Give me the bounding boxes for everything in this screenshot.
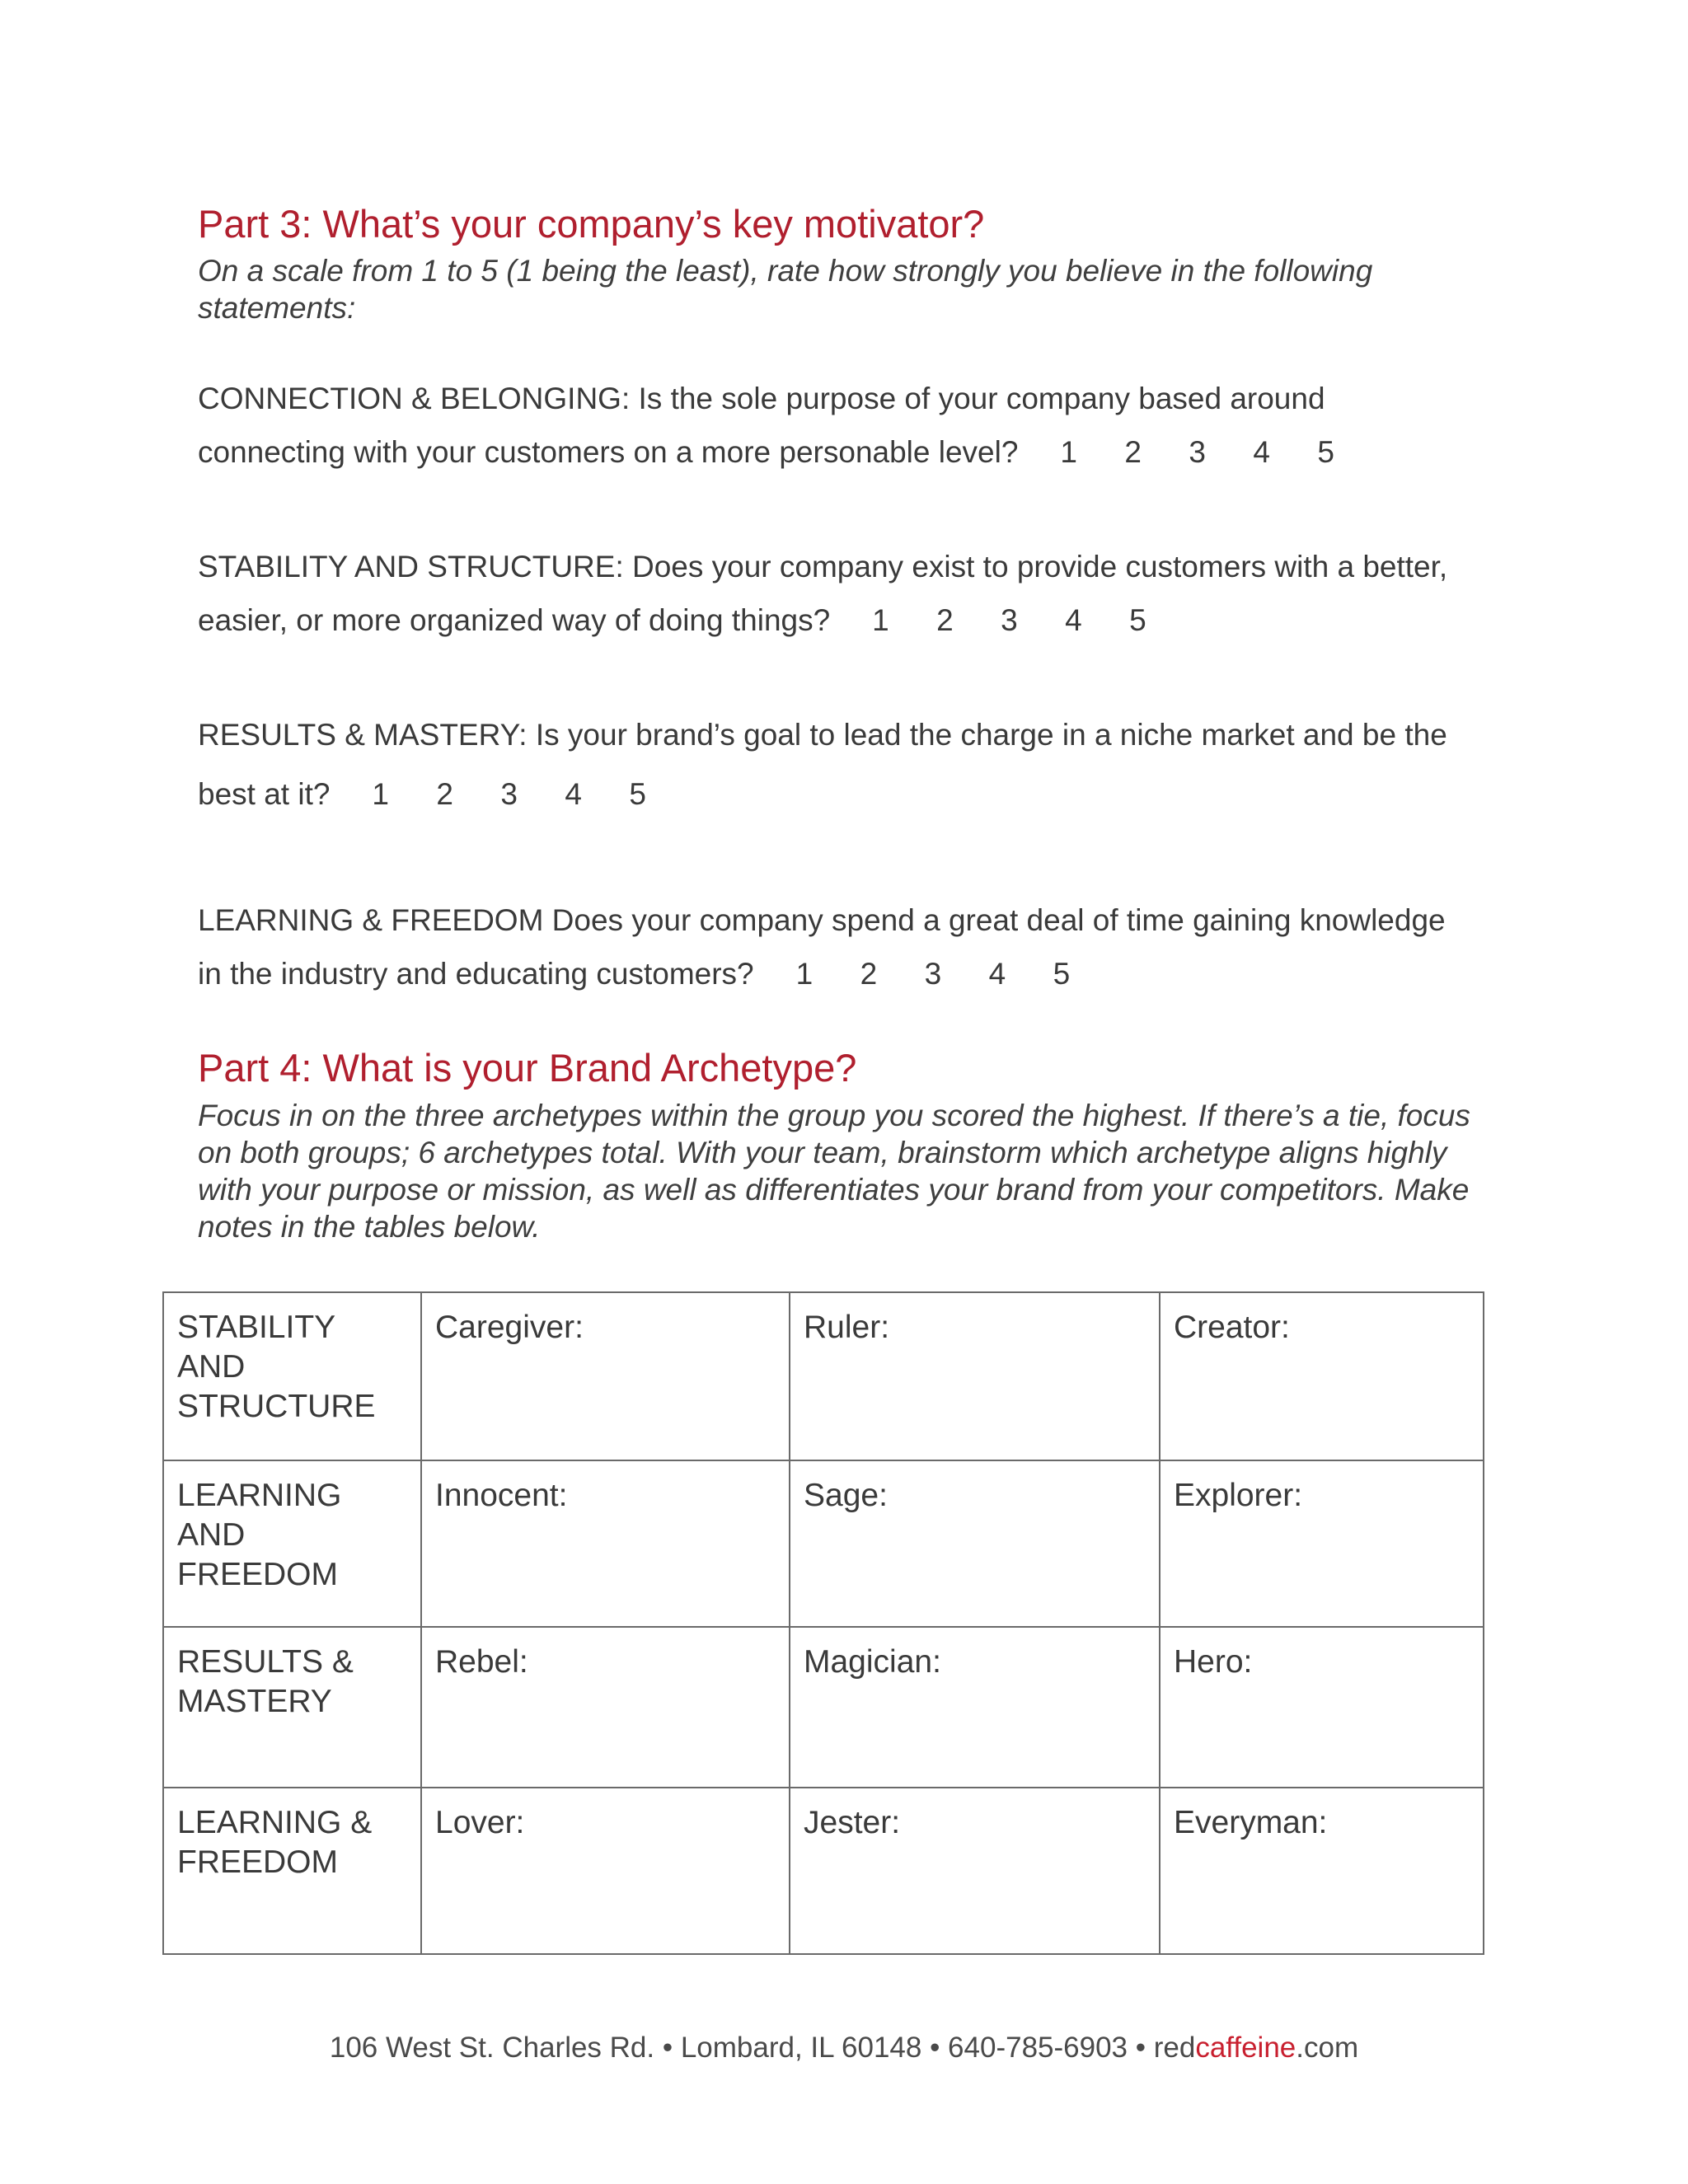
archetype-cell-jester[interactable]: Jester: bbox=[790, 1788, 1160, 1954]
archetype-cell-caregiver[interactable]: Caregiver: bbox=[421, 1292, 790, 1460]
footer-contact bbox=[0, 2032, 1688, 2064]
footer-address: 106 West St. Charles Rd. • Lombard, IL 60148 • 640-785-6903 • bbox=[329, 2032, 1154, 2064]
statement-learning-freedom bbox=[198, 893, 1467, 1001]
archetype-cell-everyman[interactable]: Everyman: bbox=[1160, 1788, 1484, 1954]
archetype-cell-ruler[interactable]: Ruler: bbox=[790, 1292, 1160, 1460]
archetype-cell-hero[interactable]: Hero: bbox=[1160, 1627, 1484, 1788]
rating-option-2[interactable]: 2 bbox=[860, 957, 878, 991]
group-cell: RESULTS & MASTERY bbox=[163, 1627, 421, 1788]
group-cell: STABILITY AND STRUCTURE bbox=[163, 1292, 421, 1460]
rating-option-5[interactable]: 5 bbox=[629, 777, 646, 811]
brand-prefix: red bbox=[1153, 2032, 1196, 2064]
statement-text: CONNECTION & BELONGING: Is the sole purpose of your company based around connecting with your customers on a more personable level? bbox=[198, 382, 1325, 469]
rating-option-1[interactable]: 1 bbox=[372, 777, 389, 811]
archetype-cell-magician[interactable]: Magician: bbox=[790, 1627, 1160, 1788]
rating-option-3[interactable]: 3 bbox=[1001, 603, 1018, 637]
rating-option-2[interactable]: 2 bbox=[1124, 435, 1142, 469]
rating-option-2[interactable]: 2 bbox=[436, 777, 453, 811]
archetype-cell-lover[interactable]: Lover: bbox=[421, 1788, 790, 1954]
table-row bbox=[163, 1292, 1484, 1460]
group-cell: LEARNING & FREEDOM bbox=[163, 1788, 421, 1954]
statement-results-mastery bbox=[198, 705, 1484, 824]
part4-heading: Part 4: What is your Brand Archetype? bbox=[198, 1046, 857, 1090]
rating-option-4[interactable]: 4 bbox=[988, 957, 1006, 991]
rating-option-4[interactable]: 4 bbox=[565, 777, 582, 811]
archetype-cell-explorer[interactable]: Explorer: bbox=[1160, 1460, 1484, 1627]
rating-scale bbox=[1027, 435, 1358, 469]
archetype-cell-sage[interactable]: Sage: bbox=[790, 1460, 1160, 1627]
rating-option-3[interactable]: 3 bbox=[1189, 435, 1206, 469]
archetype-cell-rebel[interactable]: Rebel: bbox=[421, 1627, 790, 1788]
table-row bbox=[163, 1460, 1484, 1627]
rating-option-5[interactable]: 5 bbox=[1317, 435, 1334, 469]
rating-option-1[interactable]: 1 bbox=[872, 603, 889, 637]
part3-intro: On a scale from 1 to 5 (1 being the least), rate how strongly you believe in the following statements: bbox=[198, 254, 1373, 325]
statement-connection-belonging bbox=[198, 372, 1467, 479]
rating-option-5[interactable]: 5 bbox=[1053, 957, 1071, 991]
rating-option-4[interactable]: 4 bbox=[1065, 603, 1082, 637]
rating-option-3[interactable]: 3 bbox=[500, 777, 518, 811]
brand-highlight: caffeine bbox=[1195, 2032, 1296, 2064]
statement-text: STABILITY AND STRUCTURE: Does your company exist to provide customers with a better, easier, or more organized way of doing things? bbox=[198, 550, 1448, 637]
group-cell: LEARNING AND FREEDOM bbox=[163, 1460, 421, 1627]
archetype-table bbox=[162, 1291, 1484, 1955]
rating-option-2[interactable]: 2 bbox=[936, 603, 954, 637]
brand-suffix: .com bbox=[1296, 2032, 1359, 2064]
part4-intro: Focus in on the three archetypes within the group you scored the highest. If there’s a tie, focus on both groups; 6 archetypes total. With your team, brainstorm which archetype aligns highly with your purpose or mission, as well as differentiates your brand from your competitors. Make notes in the tables below. bbox=[198, 1099, 1470, 1244]
rating-option-3[interactable]: 3 bbox=[924, 957, 942, 991]
rating-scale bbox=[339, 777, 670, 811]
statement-text: LEARNING & FREEDOM Does your company spend a great deal of time gaining knowledge in the industry and educating customers? bbox=[198, 903, 1446, 991]
table-row bbox=[163, 1627, 1484, 1788]
rating-option-1[interactable]: 1 bbox=[795, 957, 814, 991]
rating-option-4[interactable]: 4 bbox=[1253, 435, 1270, 469]
rating-option-1[interactable]: 1 bbox=[1060, 435, 1077, 469]
footer-website[interactable] bbox=[1154, 2032, 1358, 2064]
statement-stability-structure bbox=[198, 540, 1467, 647]
rating-option-5[interactable]: 5 bbox=[1129, 603, 1146, 637]
archetype-cell-innocent[interactable]: Innocent: bbox=[421, 1460, 790, 1627]
rating-scale bbox=[762, 957, 1094, 991]
archetype-cell-creator[interactable]: Creator: bbox=[1160, 1292, 1484, 1460]
table-row bbox=[163, 1788, 1484, 1954]
statement-text: RESULTS & MASTERY: Is your brand’s goal to lead the charge in a niche market and be the best at it? bbox=[198, 718, 1447, 811]
rating-scale bbox=[838, 603, 1170, 637]
part3-heading: Part 3: What’s your company’s key motivator? bbox=[198, 202, 985, 246]
